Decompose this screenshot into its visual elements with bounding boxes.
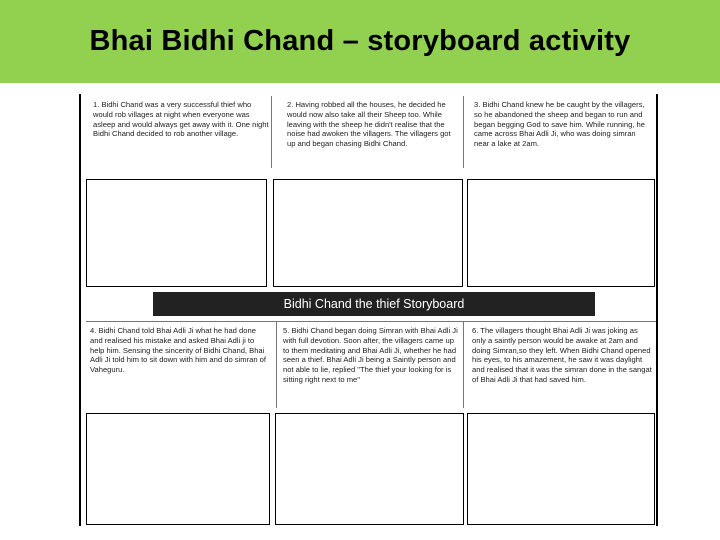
- drawing-frame-6[interactable]: [467, 413, 655, 525]
- story-text-4: 4. Bidhi Chand told Bhai Adli Ji what he had done and realised his mistake and asked Bhai Adli ji to help him. Sensing the sincerity of Bidhi Chand, Bhai Adli Ji told him to sit down with him and do simran of Vaheguru.: [90, 326, 266, 375]
- drawing-frame-4[interactable]: [86, 413, 270, 525]
- column-divider: [271, 96, 272, 168]
- story-text-1: 1. Bidhi Chand was a very successful thief who would rob villages at night when everyone was asleep and would always get away with it. One night Bidhi Chand decided to rob another village.: [93, 100, 269, 139]
- column-divider: [463, 96, 464, 168]
- story-text-5: 5. Bidhi Chand began doing Simran with Bhai Adli Ji with full devotion. Soon after, the villagers came up to them meditating and Bhai Adli Ji, whether he had seen a thief. Bhai Adli Ji being a Saintly person and not able to lie, replied "The thief your looking for is sitting right next to me": [283, 326, 458, 384]
- drawing-frame-1[interactable]: [86, 179, 267, 287]
- story-text-3: 3. Bidhi Chand knew he be caught by the villagers, so he abandoned the sheep and began to run and began begging God to save him. While running, he came across Bhai Adli Ji, who was doing simran near a lake at 2am.: [474, 100, 645, 149]
- title-bar: [0, 0, 720, 83]
- column-divider: [276, 322, 277, 408]
- drawing-frame-5[interactable]: [275, 413, 464, 525]
- page-title: Bhai Bidhi Chand – storyboard activity: [89, 25, 631, 57]
- story-text-6: 6. The villagers thought Bhai Adli Ji was joking as only a saintly person would be awake at 2am and doing Simran,so they left. When Bidhi Chand opened his eyes, to his amazement, he saw it was daylight and realised that it was the simran done in the sangat of Bhai Adli Ji that had saved him.: [472, 326, 652, 384]
- storyboard-banner: Bidhi Chand the thief Storyboard: [153, 292, 595, 316]
- sheet-right-border: [656, 94, 658, 526]
- drawing-frame-3[interactable]: [467, 179, 655, 287]
- row-divider: [86, 321, 656, 322]
- drawing-frame-2[interactable]: [273, 179, 463, 287]
- column-divider: [463, 322, 464, 408]
- story-text-2: 2. Having robbed all the houses, he decided he would now also take all their Sheep too. While leaving with the sheep he didn't realise that the noise had awoken the villagers. The villagers got up and began chasing Bidhi Chand.: [287, 100, 451, 149]
- sheet-left-border: [79, 94, 81, 526]
